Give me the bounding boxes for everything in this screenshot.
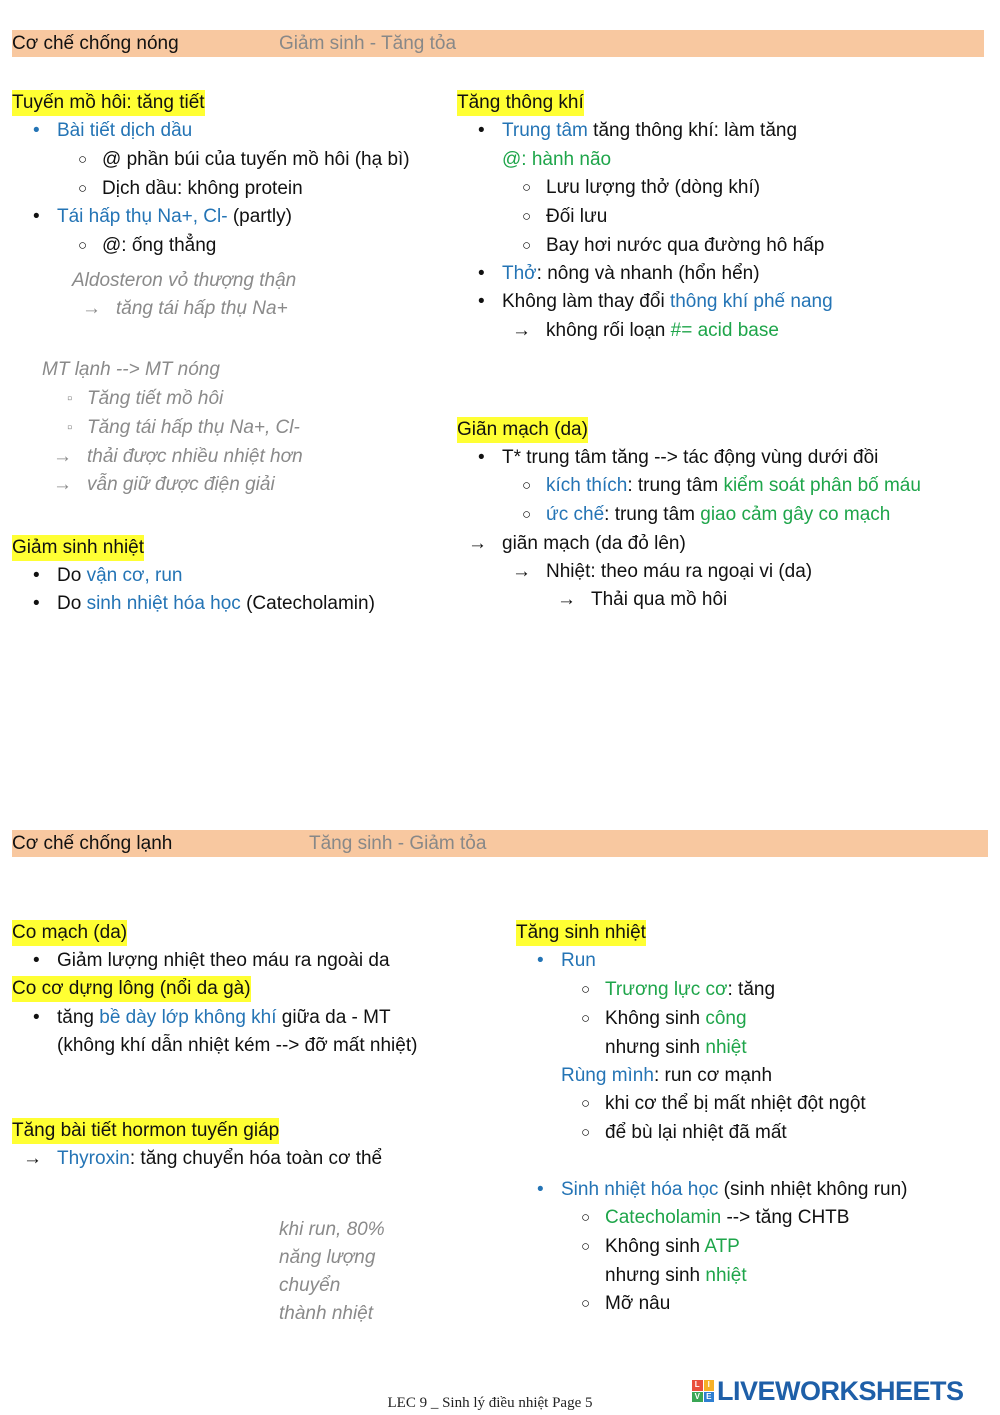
- heading-reduce-heat: Giảm sinh nhiệt: [12, 535, 144, 561]
- list-item: [605, 1234, 740, 1260]
- heading-piloerection: Co cơ dựng lông (nổi da gà): [12, 976, 251, 1002]
- list-item: ○ Dịch dầu: không protein: [102, 176, 303, 202]
- list-item-continuation: [605, 1035, 747, 1061]
- text-span: ức chế: [546, 504, 605, 525]
- list-item: ○ @: ống thẳng: [102, 233, 216, 259]
- heading-vasodilation: Giãn mạch (da): [457, 417, 588, 443]
- logo-cell: E: [704, 1392, 715, 1403]
- text-span: nhiệt: [705, 1037, 747, 1058]
- section-subtitle: Tăng sinh - Giảm tỏa: [309, 833, 487, 854]
- text-span: Tái hấp thụ Na+, Cl-: [57, 206, 228, 227]
- heading-increase-heat: Tăng sinh nhiệt: [516, 920, 646, 946]
- arrow-line: → giãn mạch (da đỏ lên): [502, 531, 686, 557]
- text-span: thông khí phế nang: [669, 291, 833, 312]
- list-item: [502, 289, 833, 315]
- arrow-line: [546, 318, 779, 344]
- list-item: [57, 1005, 391, 1031]
- arrow-line: → Nhiệt: theo máu ra ngoại vi (da): [546, 559, 812, 585]
- text-span: Thở: [502, 263, 537, 284]
- text-span: --> tăng CHTB: [721, 1207, 850, 1228]
- list-item: [57, 563, 182, 589]
- text-span: bề dày lớp không khí: [99, 1007, 277, 1028]
- list-item: ○ Bay hơi nước qua đường hô hấp: [546, 233, 824, 259]
- list-item-continuation: [605, 1263, 747, 1289]
- logo-cell: I: [704, 1380, 715, 1391]
- list-item: ○ Mỡ nâu: [605, 1291, 670, 1317]
- text-span: nhưng sinh: [605, 1037, 706, 1058]
- note-text: → vẫn giữ được điện giải: [87, 472, 275, 498]
- list-item: ○ Lưu lượng thở (dòng khí): [546, 175, 760, 201]
- list-item: ○ @ phần búi của tuyến mồ hôi (hạ bì): [102, 147, 410, 173]
- arrow-line: → Thải qua mồ hôi: [591, 587, 727, 613]
- note-text: → thải được nhiều nhiệt hơn: [87, 444, 303, 470]
- list-item: [57, 591, 375, 617]
- text-span: Không làm thay đổi: [502, 291, 670, 312]
- text-span: Do: [57, 565, 87, 586]
- text-span: Trung tâm: [502, 120, 588, 141]
- section-subtitle: Giảm sinh - Tăng tỏa: [279, 33, 457, 54]
- text-span: ATP: [704, 1236, 740, 1257]
- text-span: Sinh nhiệt hóa học: [561, 1179, 719, 1200]
- note-text: thành nhiệt: [279, 1303, 374, 1324]
- list-item: [605, 1205, 849, 1231]
- note-text: chuyển: [279, 1275, 341, 1296]
- text-span: (Catecholamin): [240, 593, 375, 614]
- list-item: • Giảm lượng nhiệt theo máu ra ngoài da: [57, 948, 390, 974]
- list-item: ○ Đối lưu: [546, 204, 607, 230]
- heading-vasoconstriction: Co mạch (da): [12, 920, 127, 946]
- text-span: sinh nhiệt hóa học: [86, 593, 241, 614]
- note-text: MT lạnh --> MT nóng: [42, 359, 220, 380]
- note-text: ▫ Tăng tiết mồ hôi: [87, 386, 223, 412]
- text-span: Trương lực cơ: [605, 979, 728, 1000]
- list-item: [605, 1006, 747, 1032]
- section-header-band: [12, 30, 984, 57]
- note-text: → tăng tái hấp thụ Na+: [116, 296, 288, 322]
- heading-ventilation: Tăng thông khí: [457, 90, 584, 116]
- text-span: Không sinh: [605, 1236, 705, 1257]
- text-span: giữa da - MT: [276, 1007, 391, 1028]
- text-span: tăng: [57, 1007, 100, 1028]
- list-item: • T* trung tâm tăng --> tác động vùng dưới đồi: [502, 445, 878, 471]
- text-span: Thyroxin: [57, 1148, 130, 1169]
- list-item: [605, 977, 775, 1003]
- list-item-continuation: (không khí dẫn nhiệt kém --> đỡ mất nhiệt): [57, 1035, 418, 1056]
- text-span: Rùng mình: [561, 1065, 654, 1086]
- list-item: [561, 1177, 907, 1203]
- page-footer: LEC 9 _ Sinh lý điều nhiệt Page 5: [387, 1395, 593, 1411]
- text-span: giao cảm gây co mạch: [700, 504, 891, 525]
- section-header-band: [12, 830, 988, 857]
- text-span: Không sinh: [605, 1008, 706, 1029]
- list-item: [502, 261, 760, 287]
- text-span: nhiệt: [705, 1265, 747, 1286]
- note-text: Aldosteron vỏ thượng thận: [72, 270, 297, 291]
- logo-cell: L: [692, 1380, 703, 1391]
- note-text: khi run, 80%: [279, 1219, 385, 1240]
- section-title: Cơ chế chống nóng: [12, 33, 179, 54]
- text-span: : tăng chuyển hóa toàn cơ thể: [129, 1148, 383, 1169]
- section-title: Cơ chế chống lạnh: [12, 833, 173, 854]
- logo-cell: V: [692, 1392, 703, 1403]
- logo-text: LIVEWORKSHEETS: [717, 1375, 964, 1406]
- list-item: ○ khi cơ thể bị mất nhiệt đột ngột: [605, 1091, 866, 1117]
- text-span: nhưng sinh: [605, 1265, 706, 1286]
- heading-thyroid: Tăng bài tiết hormon tuyến giáp: [12, 1118, 279, 1144]
- text-span: (partly): [227, 206, 292, 227]
- text-span: kích thích: [546, 475, 628, 496]
- text-span: công: [705, 1008, 747, 1029]
- list-item: • Bài tiết dịch dầu: [57, 118, 192, 144]
- text-span: (sinh nhiệt không run): [718, 1179, 908, 1200]
- text-span: không rối loạn: [546, 320, 671, 341]
- list-item: [546, 502, 890, 528]
- liveworksheets-logo[interactable]: [692, 1376, 964, 1406]
- text-span: Catecholamin: [605, 1207, 722, 1228]
- arrow-line: [57, 1146, 382, 1172]
- list-item: [502, 118, 797, 144]
- text-span: : trung tâm: [627, 475, 724, 496]
- text-span: Do: [57, 593, 87, 614]
- text-span: : trung tâm: [604, 504, 701, 525]
- list-item: ○ để bù lại nhiệt đã mất: [605, 1120, 787, 1146]
- text-span: : nông và nhanh (hổn hển): [536, 263, 760, 284]
- text-span: tăng thông khí: làm tăng: [587, 120, 798, 141]
- text-span: vận cơ, run: [86, 565, 183, 586]
- heading-sweat: Tuyến mồ hôi: tăng tiết: [12, 90, 205, 116]
- text-span: : tăng: [727, 979, 776, 1000]
- text-span: #= acid base: [670, 320, 779, 341]
- text-span: : run cơ mạnh: [653, 1065, 773, 1086]
- list-item-note: @: hành não: [502, 149, 612, 170]
- list-item: [57, 204, 292, 230]
- note-text: ▫ Tăng tái hấp thụ Na+, Cl-: [87, 415, 300, 441]
- logo-grid-icon: [692, 1380, 714, 1402]
- text-span: kiểm soát phân bố máu: [723, 475, 921, 496]
- list-item: [546, 473, 921, 499]
- list-item: • Run: [561, 948, 596, 974]
- list-item-continuation: [561, 1063, 772, 1089]
- note-text: năng lượng: [279, 1247, 376, 1268]
